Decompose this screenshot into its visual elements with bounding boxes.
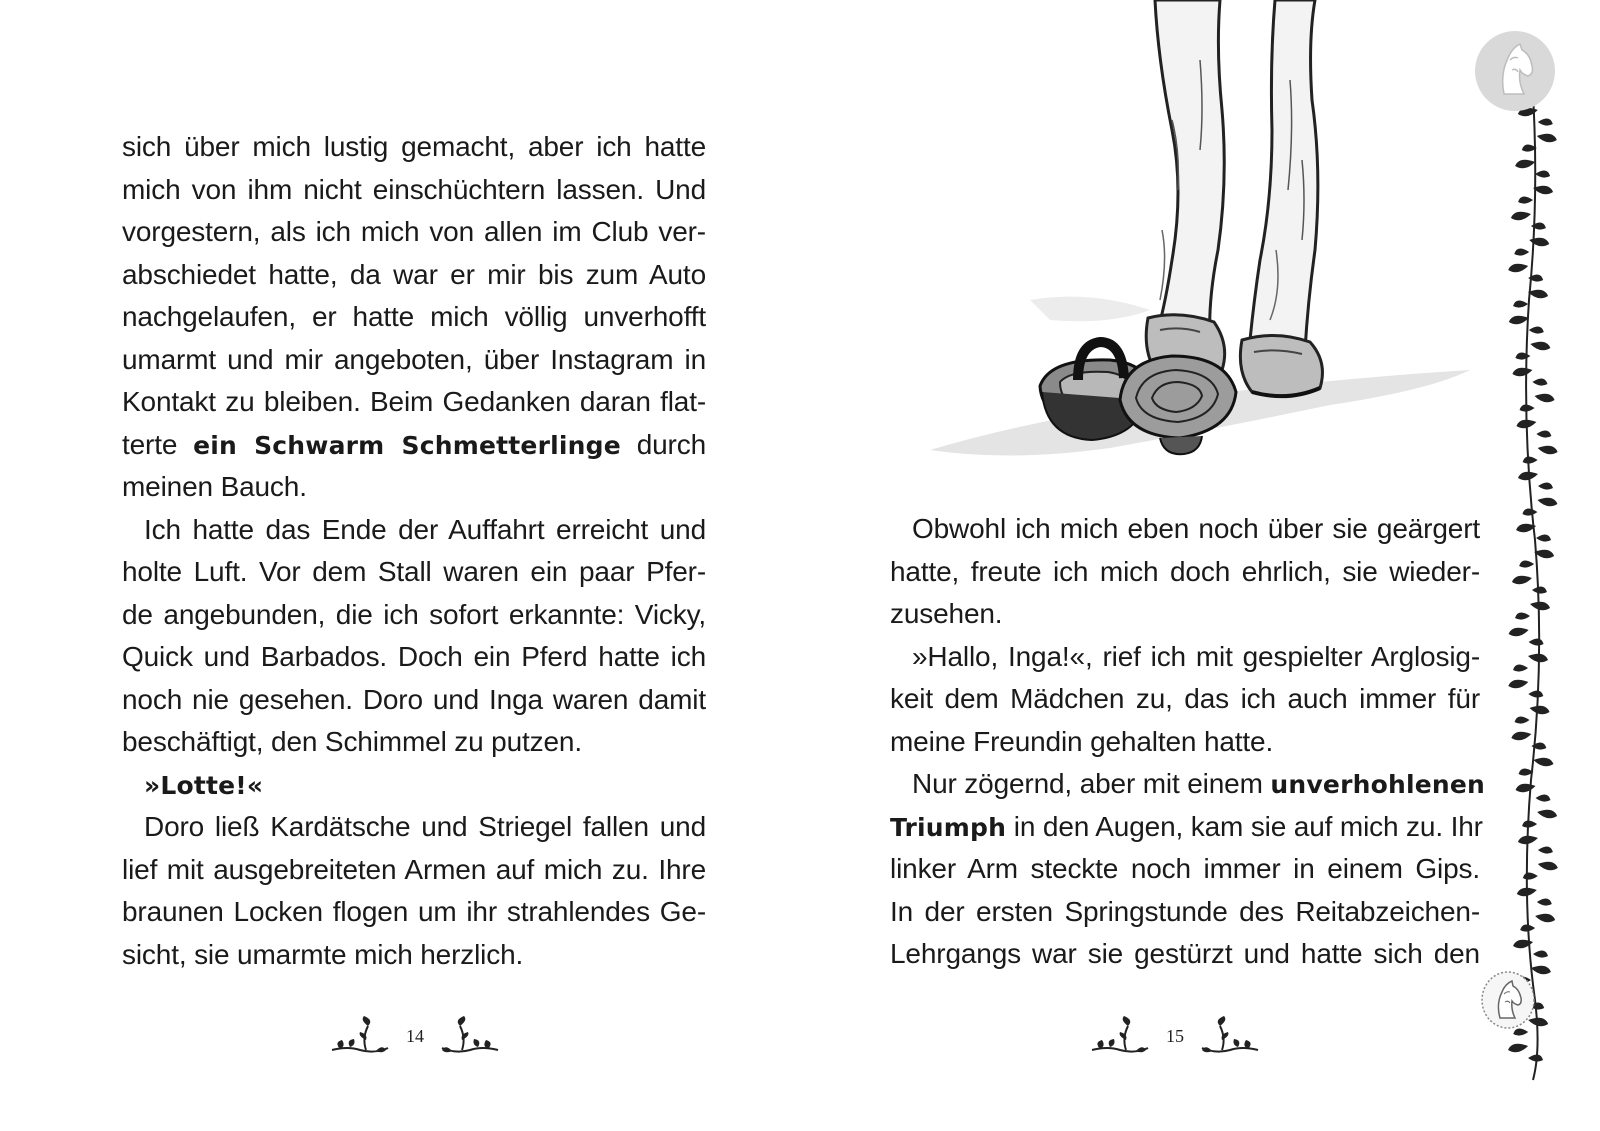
page-number: 15 — [1166, 1025, 1184, 1046]
vine-leaf-icon — [1536, 794, 1551, 801]
text-line: meine Freundin gehalten hatte. — [890, 725, 1274, 757]
vine-leaf-icon — [1528, 290, 1548, 299]
text-line: sich über mich lustig gemacht, aber ich hatte — [122, 131, 706, 162]
text-line: noch nie gesehen. Doro und Inga waren damit — [122, 683, 706, 715]
text-line: lief mit ausgebreiteten Armen auf mich zu. Ihre — [122, 853, 706, 885]
vine-leaf-icon — [1508, 264, 1528, 273]
text-line: zusehen. — [890, 598, 1003, 629]
vine-leaf-icon — [1511, 732, 1531, 741]
vine-leaf-icon — [1513, 664, 1528, 671]
vine-leaf-icon — [1538, 482, 1553, 489]
vine-leaf-icon — [1518, 196, 1533, 203]
vine-leaf-icon — [1535, 170, 1550, 177]
leaf-ornament-icon — [440, 1016, 500, 1056]
text-line: abschiedet hatte, da war er mir bis zum Auto — [122, 258, 706, 290]
vine-leaf-icon — [1523, 872, 1538, 879]
vine-leaf-icon — [1512, 576, 1532, 585]
vine-leaf-icon — [1516, 420, 1536, 429]
page-number: 14 — [406, 1025, 424, 1046]
horse-legs-and-brushes-illustration — [910, 0, 1500, 480]
vine-leaf-icon — [1538, 862, 1558, 871]
text-line: nachgelaufen, er hatte mich völlig unverhofft — [122, 301, 706, 332]
text-line: vorgestern, als ich mich von allen im Club ver- — [122, 216, 706, 247]
vine-leaf-icon — [1509, 628, 1529, 637]
vine-leaf-icon — [1508, 1044, 1528, 1053]
horse-head-medallion-icon — [1480, 970, 1536, 1030]
text-line: beschäftigt, den Schimmel zu putzen. — [122, 726, 582, 757]
page-footer — [330, 1016, 500, 1056]
vine-leaf-icon — [1537, 498, 1557, 507]
highlight-phrase: Triumph — [890, 812, 1007, 842]
text-line: de angebunden, die ich sofort erkannte: Vicky, — [122, 598, 706, 630]
leaf-ornament-icon — [330, 1016, 390, 1056]
left-page-text — [122, 126, 706, 976]
vine-leaf-icon — [1523, 456, 1538, 463]
vine-leaf-icon — [1513, 300, 1528, 307]
vine-leaf-icon — [1535, 914, 1555, 923]
text-line: In der ersten Springstunde des Reitabzeichen- — [890, 895, 1480, 927]
vine-leaf-icon — [1508, 680, 1528, 689]
vine-leaf-icon — [1536, 430, 1551, 437]
vine-leaf-icon — [1534, 758, 1554, 767]
text-line: Kontakt zu bleiben. Beim Gedanken daran flat- — [122, 386, 706, 417]
vine-leaf-icon — [1518, 472, 1538, 481]
vine-leaf-icon — [1515, 612, 1530, 619]
vine-leaf-icon — [1518, 836, 1538, 845]
leaf-ornament-icon — [1090, 1016, 1150, 1056]
highlight-phrase: »Lotte!« — [144, 770, 264, 800]
vine-leaf-icon — [1535, 394, 1555, 403]
text-line: linker Arm steckte noch immer in einem Gips. — [890, 853, 1480, 884]
leaf-ornament-icon — [1200, 1016, 1260, 1056]
text-line: Quick und Barbados. Doch ein Pferd hatte ich — [122, 641, 706, 672]
vine-leaf-icon — [1529, 326, 1544, 333]
text-line: meinen Bauch. — [122, 471, 307, 502]
text-line: keit dem Mädchen zu, das ich auch immer für — [890, 683, 1480, 714]
text-line: umarmt und mir angeboten, über Instagram in — [122, 343, 706, 375]
vine-border-icon — [1493, 0, 1573, 1131]
vine-leaf-icon — [1520, 924, 1535, 931]
right-page — [800, 0, 1600, 1131]
vine-leaf-icon — [1517, 888, 1537, 897]
highlight-phrase: unverhohlenen — [1270, 770, 1486, 799]
vine-leaf-icon — [1529, 238, 1549, 247]
vine-leaf-icon — [1530, 342, 1550, 351]
text-line: Ich hatte das Ende der Auffahrt erreicht und — [144, 513, 706, 545]
text-line: mich von ihm nicht einschüchtern lassen. Und — [122, 173, 706, 205]
text-line: hatte, freute ich mich doch ehrlich, sie wieder- — [890, 555, 1480, 587]
text-line — [122, 764, 706, 807]
vine-leaf-icon — [1538, 446, 1558, 455]
vine-leaf-icon — [1530, 706, 1550, 715]
vine-leaf-icon — [1516, 784, 1536, 793]
vine-leaf-icon — [1509, 316, 1529, 325]
vine-leaf-icon — [1532, 378, 1547, 385]
vine-leaf-icon — [1512, 368, 1532, 377]
vine-leaf-icon — [1537, 898, 1552, 905]
vine-leaf-icon — [1522, 508, 1537, 515]
vine-leaf-icon — [1536, 534, 1551, 541]
text-line: Doro ließ Kardätsche und Striegel fallen und — [144, 811, 706, 842]
vine-leaf-icon — [1537, 134, 1557, 143]
vine-leaf-icon — [1528, 690, 1543, 697]
text-line: Obwohl ich mich eben noch über sie geärgert — [912, 513, 1480, 544]
vine-leaf-icon — [1528, 654, 1548, 663]
text-line: braunen Locken flogen um ihr strahlendes Ge- — [122, 896, 706, 927]
vine-leaf-icon — [1529, 638, 1544, 645]
text-line: »Hallo, Inga!«, rief ich mit gespielter Arglosig- — [912, 640, 1480, 672]
text-line: Triumph in den Augen, kam sie auf mich zu. Ihr — [890, 810, 1483, 842]
highlight-phrase: ein Schwarm Schmetterlinge — [193, 430, 621, 460]
horse-head-medallion-icon — [1474, 30, 1556, 112]
page-footer — [1090, 1016, 1260, 1056]
text-line: sicht, sie umarmte mich herzlich. — [122, 938, 524, 970]
vine-leaf-icon — [1511, 212, 1531, 221]
vine-leaf-icon — [1528, 1054, 1543, 1061]
text-line: Lehrgangs war sie gestürzt und hatte sich den — [890, 938, 1480, 969]
vine-leaf-icon — [1519, 560, 1534, 567]
vine-leaf-icon — [1530, 602, 1550, 611]
text-line: holte Luft. Vor dem Stall waren ein paar Pfer- — [122, 556, 706, 587]
vine-leaf-icon — [1515, 716, 1530, 723]
right-page-text — [890, 508, 1486, 976]
vine-leaf-icon — [1538, 118, 1553, 125]
vine-leaf-icon — [1515, 352, 1530, 359]
text-line: Nur zögernd, aber mit einem unverhohlenen — [912, 768, 1486, 799]
vine-leaf-icon — [1522, 820, 1537, 827]
vine-leaf-icon — [1532, 586, 1547, 593]
vine-leaf-icon — [1514, 248, 1529, 255]
vine-leaf-icon — [1515, 160, 1535, 169]
text-line: terte ein Schwarm Schmetterlinge durch — [122, 428, 706, 460]
vine-leaf-icon — [1520, 404, 1535, 411]
vine-leaf-icon — [1537, 810, 1557, 819]
vine-leaf-icon — [1538, 846, 1553, 853]
vine-leaf-icon — [1533, 950, 1548, 957]
